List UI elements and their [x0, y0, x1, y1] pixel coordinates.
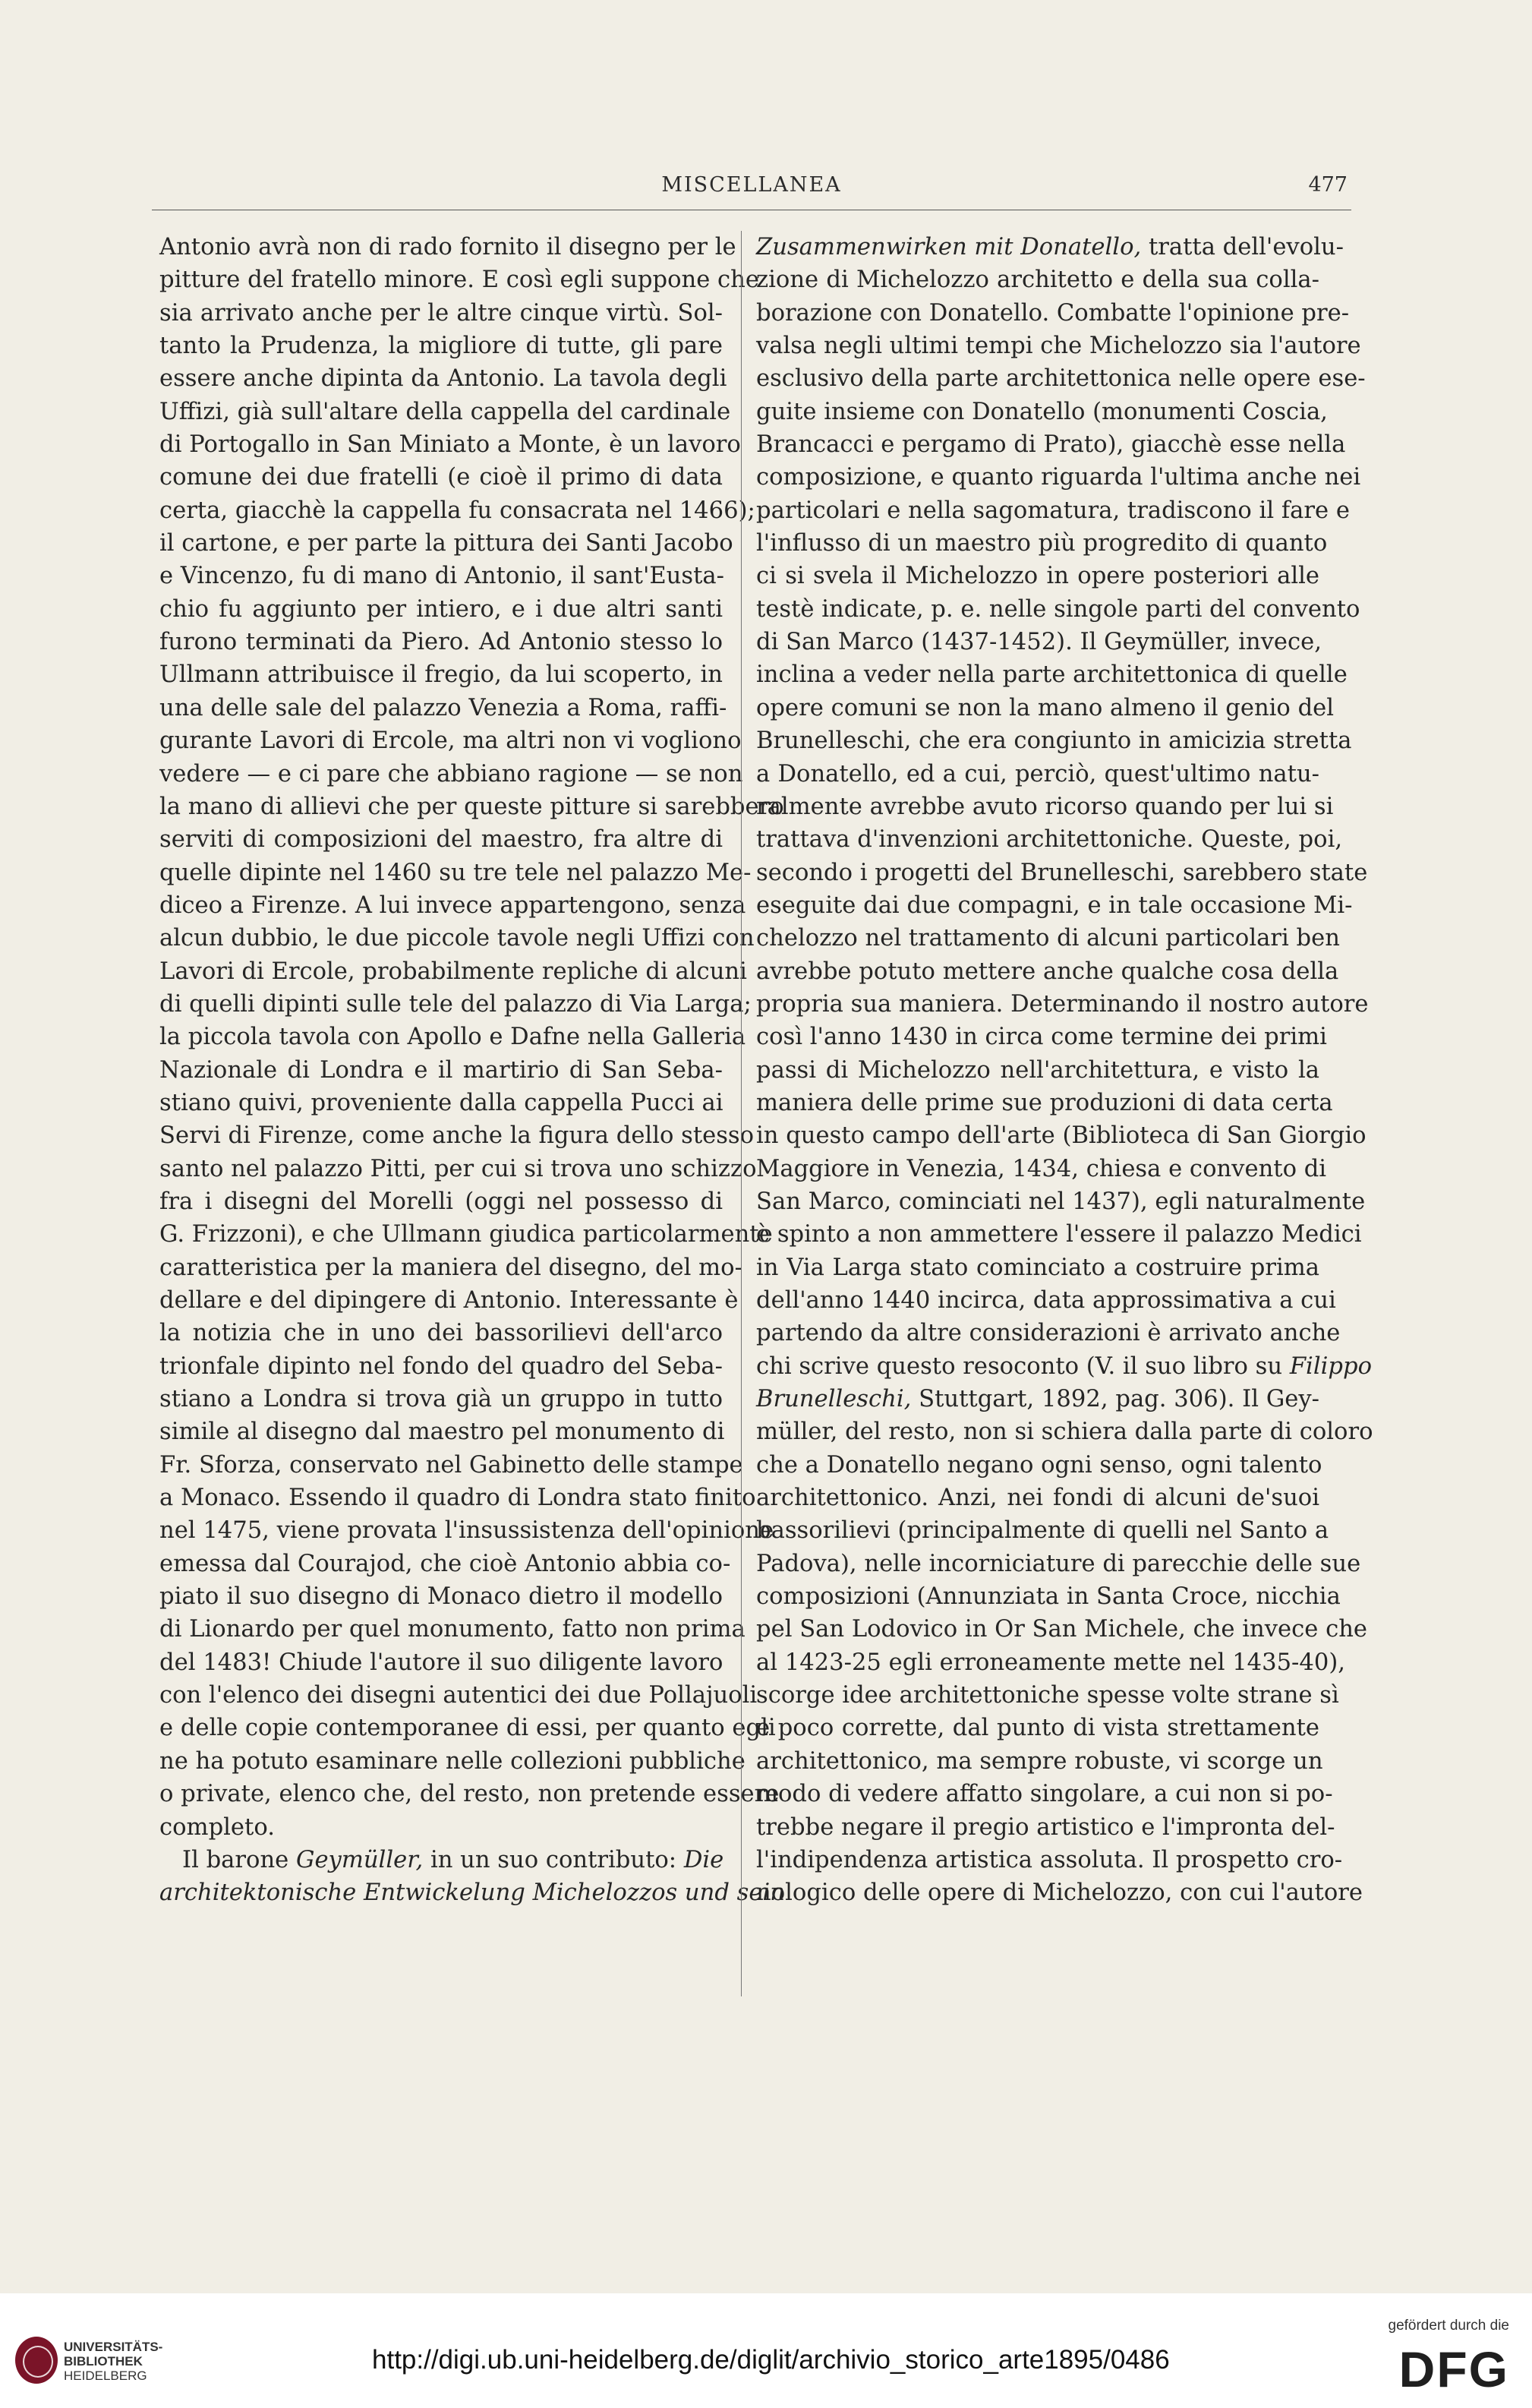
text-line: il cartone, e per parte la pittura dei Santi Jacobo	[159, 530, 733, 557]
text-line: la mano di allievi che per queste pitture si sarebbero	[159, 793, 784, 820]
text-line: di Lionardo per quel monumento, fatto non prima	[159, 1616, 746, 1643]
text-run: chi scrive questo resoconto (V. il suo libro su	[756, 1352, 1283, 1380]
text-line: la notizia che in uno dei bassorilievi dell'arco	[159, 1320, 723, 1347]
italic-text: Zusammenwirken mit Donatello,	[756, 234, 1142, 260]
text-line: Brunelleschi, che era congiunto in amicizia stretta	[756, 727, 1352, 755]
text-line: San Marco, cominciati nel 1437), egli naturalmente	[756, 1188, 1366, 1215]
left-column	[159, 231, 785, 1910]
permalink-url[interactable]: http://digi.ub.uni-heidelberg.de/diglit/archivio_storico_arte1895/0486	[372, 2345, 1170, 2375]
text-line	[159, 1844, 723, 1876]
text-line: sia arrivato anche per le altre cinque virtù. Sol-	[159, 299, 723, 327]
text-line: piato il suo disegno di Monaco dietro il modello	[159, 1583, 723, 1611]
column-divider	[741, 231, 742, 1996]
section-title: MISCELLANEA	[661, 173, 842, 197]
text-line: l'indipendenza artistica assoluta. Il prospetto cro-	[756, 1846, 1343, 1873]
text-line: completo.	[159, 1813, 275, 1841]
text-line: in questo campo dell'arte (Biblioteca di San Giorgio	[756, 1122, 1367, 1150]
library-name: UNIVERSITÄTS- BIBLIOTHEK HEIDELBERG	[64, 2340, 163, 2383]
text-line: al 1423-25 egli erroneamente mette nel 1435-40),	[756, 1649, 1345, 1676]
footer-bar	[0, 2293, 1532, 2408]
text-line: quelle dipinte nel 1460 su tre tele nel palazzo Me-	[159, 859, 752, 886]
text-line: bassorilievi (principalmente di quelli nel Santo a	[756, 1517, 1329, 1545]
text-line: dell'anno 1440 incirca, data approssimativa a cui	[756, 1287, 1336, 1314]
text-line: gurante Lavori di Ercole, ma altri non vi vogliono	[159, 727, 742, 755]
text-line: vedere — e ci pare che abbiano ragione — se non	[159, 760, 743, 787]
text-line	[756, 1383, 1319, 1415]
seal-icon	[15, 2337, 58, 2384]
text-line: borazione con Donatello. Combatte l'opinione pre-	[756, 299, 1350, 327]
text-line: o private, elenco che, del resto, non pretende essere	[159, 1781, 780, 1808]
text-line: la piccola tavola con Apollo e Dafne nella Galleria	[159, 1024, 746, 1051]
text-line: architettonico. Anzi, nei fondi di alcuni de'suoi	[756, 1485, 1319, 1512]
text-run: tratta dell'evolu-	[1141, 234, 1344, 260]
text-line: trionfale dipinto nel fondo del quadro del Seba-	[159, 1352, 723, 1380]
text-line: Fr. Sforza, conservato nel Gabinetto delle stampe	[159, 1451, 743, 1479]
text-line: a Donatello, ed a cui, perciò, quest'ultimo natu-	[756, 760, 1319, 787]
text-line: con l'elenco dei disegni autentici dei due Pollajuoli	[159, 1682, 758, 1709]
text-line: stiano a Londra si trova già un gruppo in tutto	[159, 1386, 723, 1413]
text-line: Uffizi, già sull'altare della cappella del cardinale	[159, 398, 731, 425]
text-line: dellare e del dipingere di Antonio. Interessante è	[159, 1287, 739, 1314]
text-line: pitture del fratello minore. E così egli suppone che	[159, 267, 759, 294]
text-line: ralmente avrebbe avuto ricorso quando per lui si	[756, 793, 1334, 820]
text-line: avrebbe potuto mettere anche qualche cosa della	[756, 958, 1339, 985]
text-line: pel San Lodovico in Or San Michele, che invece che	[756, 1616, 1368, 1643]
dfg-funding[interactable]	[1342, 2309, 1509, 2400]
text-line: Antonio avrà non di rado fornito il disegno per le	[159, 234, 736, 260]
text-line: modo di vedere affatto singolare, a cui non si po-	[756, 1781, 1333, 1808]
text-line: Maggiore in Venezia, 1434, chiesa e convento di	[756, 1155, 1327, 1182]
dfg-logo: DFG	[1398, 2341, 1509, 2397]
text-line: müller, del resto, non si schiera dalla parte di coloro	[756, 1419, 1373, 1446]
text-line: composizione, e quanto riguarda l'ultima anche nei	[756, 464, 1361, 491]
italic-text: Brunelleschi,	[756, 1386, 912, 1413]
text-line: nologico delle opere di Michelozzo, con cui l'autore	[756, 1879, 1363, 1907]
text-line: comune dei due fratelli (e cioè il primo di data	[159, 464, 723, 491]
text-line: Brancacci e pergamo di Prato), giacchè esse nella	[756, 431, 1346, 459]
text-line: ci si svela il Michelozzo in opere posteriori alle	[756, 563, 1319, 590]
italic-text: architektonische Entwickelung Michelozzos und sein	[159, 1879, 785, 1907]
text-line: opere comuni se non la mano almeno il genio del	[756, 694, 1335, 721]
text-line: trebbe negare il pregio artistico e l'impronta del-	[756, 1813, 1335, 1841]
text-line: Padova), nelle incorniciature di parecchie delle sue	[756, 1550, 1361, 1577]
text-line	[159, 1876, 785, 1909]
funding-caption: gefördert durch die	[1388, 2318, 1509, 2334]
text-run: Il barone	[182, 1846, 296, 1873]
text-line: secondo i progetti del Brunelleschi, sarebbero state	[756, 859, 1368, 886]
text-line: Nazionale di Londra e il martirio di San Seba-	[159, 1056, 723, 1084]
text-line: in Via Larga stato cominciato a costruire prima	[756, 1254, 1319, 1281]
text-line: santo nel palazzo Pitti, per cui si trova uno schizzo	[159, 1155, 757, 1182]
text-line: di quelli dipinti sulle tele del palazzo di Via Larga;	[159, 990, 752, 1018]
text-line: architettonico, ma sempre robuste, vi scorge un	[756, 1747, 1323, 1775]
text-line: alcun dubbio, le due piccole tavole negli Uffizi con	[159, 925, 755, 952]
text-line: e delle copie contemporanee di essi, per quanto egli	[159, 1715, 776, 1742]
text-line: inclina a veder nella parte architettonica di quelle	[756, 661, 1348, 689]
right-column	[756, 231, 1373, 1910]
text-line	[756, 1350, 1372, 1383]
text-line: diceo a Firenze. A lui invece appartengono, senza	[159, 892, 746, 919]
text-line: Lavori di Ercole, probabilmente repliche di alcuni	[159, 958, 747, 985]
university-library-logo[interactable]	[15, 2335, 163, 2388]
text-line: e poco corrette, dal punto di vista strettamente	[756, 1715, 1319, 1742]
text-line: scorge idee architettoniche spesse volte strane sì	[756, 1682, 1339, 1709]
text-line: G. Frizzoni), e che Ullmann giudica particolarmente	[159, 1221, 773, 1248]
text-line: simile al disegno dal maestro pel monumento di	[159, 1419, 725, 1446]
text-line: di Portogallo in San Miniato a Monte, è un lavoro	[159, 431, 741, 459]
italic-text: Geymüller,	[296, 1846, 424, 1873]
text-line: tanto la Prudenza, la migliore di tutte, gli pare	[159, 333, 723, 360]
text-line: emessa dal Courajod, che cioè Antonio abbia co-	[159, 1550, 731, 1577]
text-line: guite insieme con Donatello (monumenti Coscia,	[756, 398, 1328, 425]
italic-text: Die	[683, 1846, 724, 1873]
text-line: Servi di Firenze, come anche la figura dello stesso	[159, 1122, 755, 1150]
text-line: caratteristica per la maniera del disegno, del mo-	[159, 1254, 742, 1281]
italic-text: Filippo	[1289, 1352, 1372, 1380]
text-line: esclusivo della parte architettonica nelle opere ese-	[756, 365, 1366, 393]
text-line: zione di Michelozzo architetto e della sua colla-	[756, 267, 1319, 294]
text-line: così l'anno 1430 in circa come termine dei primi	[756, 1024, 1327, 1051]
text-line: serviti di composizioni del maestro, fra altre di	[159, 826, 723, 854]
text-line: una delle sale del palazzo Venezia a Roma, raffi-	[159, 694, 727, 721]
text-line: fra i disegni del Morelli (oggi nel possesso di	[159, 1188, 723, 1215]
text-line: trattava d'invenzioni architettoniche. Queste, poi,	[756, 826, 1343, 854]
text-run: in un suo contributo:	[423, 1846, 684, 1873]
text-line: chelozzo nel trattamento di alcuni particolari ben	[756, 925, 1340, 952]
text-line: nel 1475, viene provata l'insussistenza dell'opinione	[159, 1517, 774, 1545]
text-line: di San Marco (1437-1452). Il Geymüller, invece,	[756, 629, 1322, 656]
text-line: a Monaco. Essendo il quadro di Londra stato finito	[159, 1485, 756, 1512]
text-line: furono terminati da Piero. Ad Antonio stesso lo	[159, 629, 723, 656]
text-line: passi di Michelozzo nell'architettura, e visto la	[756, 1056, 1319, 1084]
page-number: 477	[1308, 173, 1348, 197]
text-line: ne ha potuto esaminare nelle collezioni pubbliche	[159, 1747, 746, 1775]
text-line: particolari e nella sagomatura, tradiscono il fare e	[756, 497, 1350, 524]
text-line: valsa negli ultimi tempi che Michelozzo sia l'autore	[756, 333, 1361, 360]
text-line: partendo da altre considerazioni è arrivato anche	[756, 1320, 1341, 1347]
text-line: propria sua maniera. Determinando il nostro autore	[756, 990, 1369, 1018]
text-line: Ullmann attribuisce il fregio, da lui scoperto, in	[159, 661, 723, 689]
text-line: e Vincenzo, fu di mano di Antonio, il sant'Eusta-	[159, 563, 724, 590]
text-line: è spinto a non ammettere l'essere il palazzo Medici	[756, 1221, 1362, 1248]
text-line: chio fu aggiunto per intiero, e i due altri santi	[159, 595, 723, 623]
text-line: composizioni (Annunziata in Santa Croce, nicchia	[756, 1583, 1341, 1611]
text-line: che a Donatello negano ogni senso, ogni talento	[756, 1451, 1322, 1479]
text-line: l'influsso di un maestro più progredito di quanto	[756, 530, 1328, 557]
text-line: certa, giacchè la cappella fu consacrata nel 1466);	[159, 497, 755, 524]
text-line: eseguite dai due compagni, e in tale occasione Mi-	[756, 892, 1353, 919]
text-line: testè indicate, p. e. nelle singole parti del convento	[756, 595, 1360, 623]
text-line	[756, 231, 1344, 264]
text-line: maniera delle prime sue produzioni di data certa	[756, 1089, 1333, 1116]
text-run: Stuttgart, 1892, pag. 306). Il Gey-	[911, 1386, 1319, 1413]
text-line: stiano quivi, proveniente dalla cappella Pucci ai	[159, 1089, 723, 1116]
text-line: essere anche dipinta da Antonio. La tavola degli	[159, 365, 727, 393]
text-line: del 1483! Chiude l'autore il suo diligente lavoro	[159, 1649, 723, 1676]
running-header	[152, 173, 1351, 204]
